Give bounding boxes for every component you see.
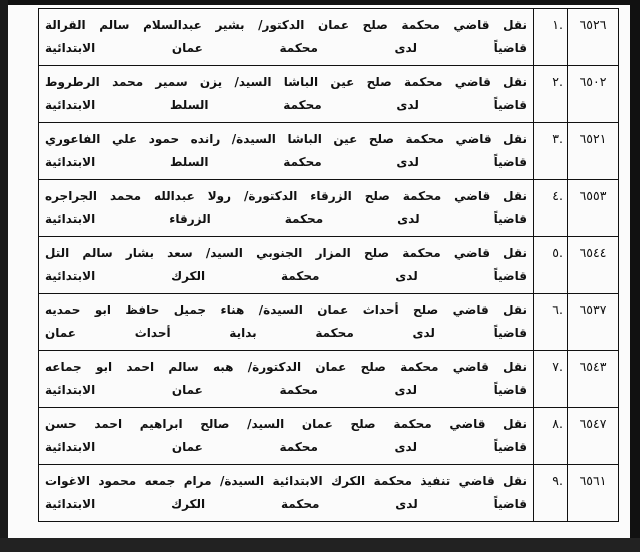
record-transfer-line: نقل قاضي محكمة صلح عمان الدكتورة/ هبه سالم احمد ابو جماعه [45,360,527,374]
record-text-cell [39,465,534,522]
record-id-cell [568,9,619,66]
scan-edge-left [0,0,8,552]
record-id: ٦٥٤٣ [579,359,607,374]
record-destination-line: قاضياً لدى محكمة الكرك الابتدائية [45,497,527,511]
record-id: ٦٥٠٢ [579,74,607,89]
record-id-cell [568,180,619,237]
record-text-cell [39,408,534,465]
record-id-cell [568,123,619,180]
table-row [39,351,619,408]
record-id-cell [568,294,619,351]
record-destination-line: قاضياً لدى محكمة بداية أحداث عمان [45,326,527,340]
record-transfer-line: نقل قاضي محكمة صلح عين الباشا السيد/ يزن سمير محمد الرطروط [45,75,527,89]
record-number-cell [534,180,568,237]
record-id-cell [568,351,619,408]
record-text-cell [39,66,534,123]
record-number: .٥ [552,245,563,260]
record-number: .٨ [552,416,563,431]
record-transfer-line: نقل قاضي محكمة صلح عين الباشا السيدة/ رانده حمود علي الفاعوري [45,132,527,146]
record-destination-line: قاضياً لدى محكمة عمان الابتدائية [45,383,527,397]
record-number: .١ [552,17,563,32]
record-id: ٦٥٤٧ [579,416,607,431]
table-row [39,237,619,294]
record-text-cell [39,237,534,294]
record-destination-line: قاضياً لدى محكمة السلط الابتدائية [45,98,527,112]
record-destination-line: قاضياً لدى محكمة عمان الابتدائية [45,440,527,454]
record-id-cell [568,465,619,522]
record-number: .٦ [552,302,563,317]
record-number-cell [534,408,568,465]
table-row [39,465,619,522]
table-row [39,9,619,66]
record-destination-line: قاضياً لدى محكمة السلط الابتدائية [45,155,527,169]
record-id-cell [568,237,619,294]
record-number-cell [534,465,568,522]
record-id: ٦٥٢١ [579,131,607,146]
record-id: ٦٥٢٦ [579,17,607,32]
transfers-table [38,8,619,522]
transfers-table-body [39,9,619,522]
record-text-cell [39,351,534,408]
scan-edge-bottom [0,538,640,552]
record-number-cell [534,351,568,408]
record-transfer-line: نقل قاضي محكمة صلح المزار الجنوبي السيد/ سعد بشار سالم التل [45,246,527,260]
record-id: ٦٥٤٤ [579,245,607,260]
record-id-cell [568,408,619,465]
record-text-cell [39,9,534,66]
record-id: ٦٥٣٧ [579,302,607,317]
record-number: .٩ [552,473,563,488]
record-text-cell [39,123,534,180]
record-transfer-line: نقل قاضي صلح أحداث عمان السيدة/ هناء جميل حافظ ابو حمديه [45,303,527,317]
table-row [39,294,619,351]
record-id: ٦٥٥٣ [579,188,607,203]
record-destination-line: قاضياً لدى محكمة الكرك الابتدائية [45,269,527,283]
record-transfer-line: نقل قاضي محكمة صلح الزرقاء الدكتورة/ رولا عبدالله محمد الجراجره [45,189,527,203]
record-number-cell [534,294,568,351]
record-number-cell [534,9,568,66]
record-id: ٦٥٦١ [579,473,607,488]
record-number: .٣ [552,131,563,146]
record-id-cell [568,66,619,123]
table-row [39,123,619,180]
record-number: .٤ [552,188,563,203]
record-number-cell [534,123,568,180]
record-destination-line: قاضياً لدى محكمة الزرقاء الابتدائية [45,212,527,226]
table-row [39,408,619,465]
table-row [39,180,619,237]
record-text-cell [39,180,534,237]
record-text-cell [39,294,534,351]
record-transfer-line: نقل قاضي محكمة صلح عمان الدكتور/ بشير عبدالسلام سالم القرالة [45,18,527,32]
scan-edge-right [630,0,640,552]
record-transfer-line: نقل قاضي تنفيذ محكمة الكرك الابتدائية السيدة/ مرام جمعه محمود الاغوات [45,474,527,488]
record-destination-line: قاضياً لدى محكمة عمان الابتدائية [45,41,527,55]
record-number: .٢ [552,74,563,89]
table-row [39,66,619,123]
record-number: .٧ [552,359,563,374]
record-number-cell [534,237,568,294]
record-number-cell [534,66,568,123]
document-sheet [8,5,630,538]
record-transfer-line: نقل قاضي محكمة صلح عمان السيد/ صالح ابراهيم احمد حسن [45,417,527,431]
